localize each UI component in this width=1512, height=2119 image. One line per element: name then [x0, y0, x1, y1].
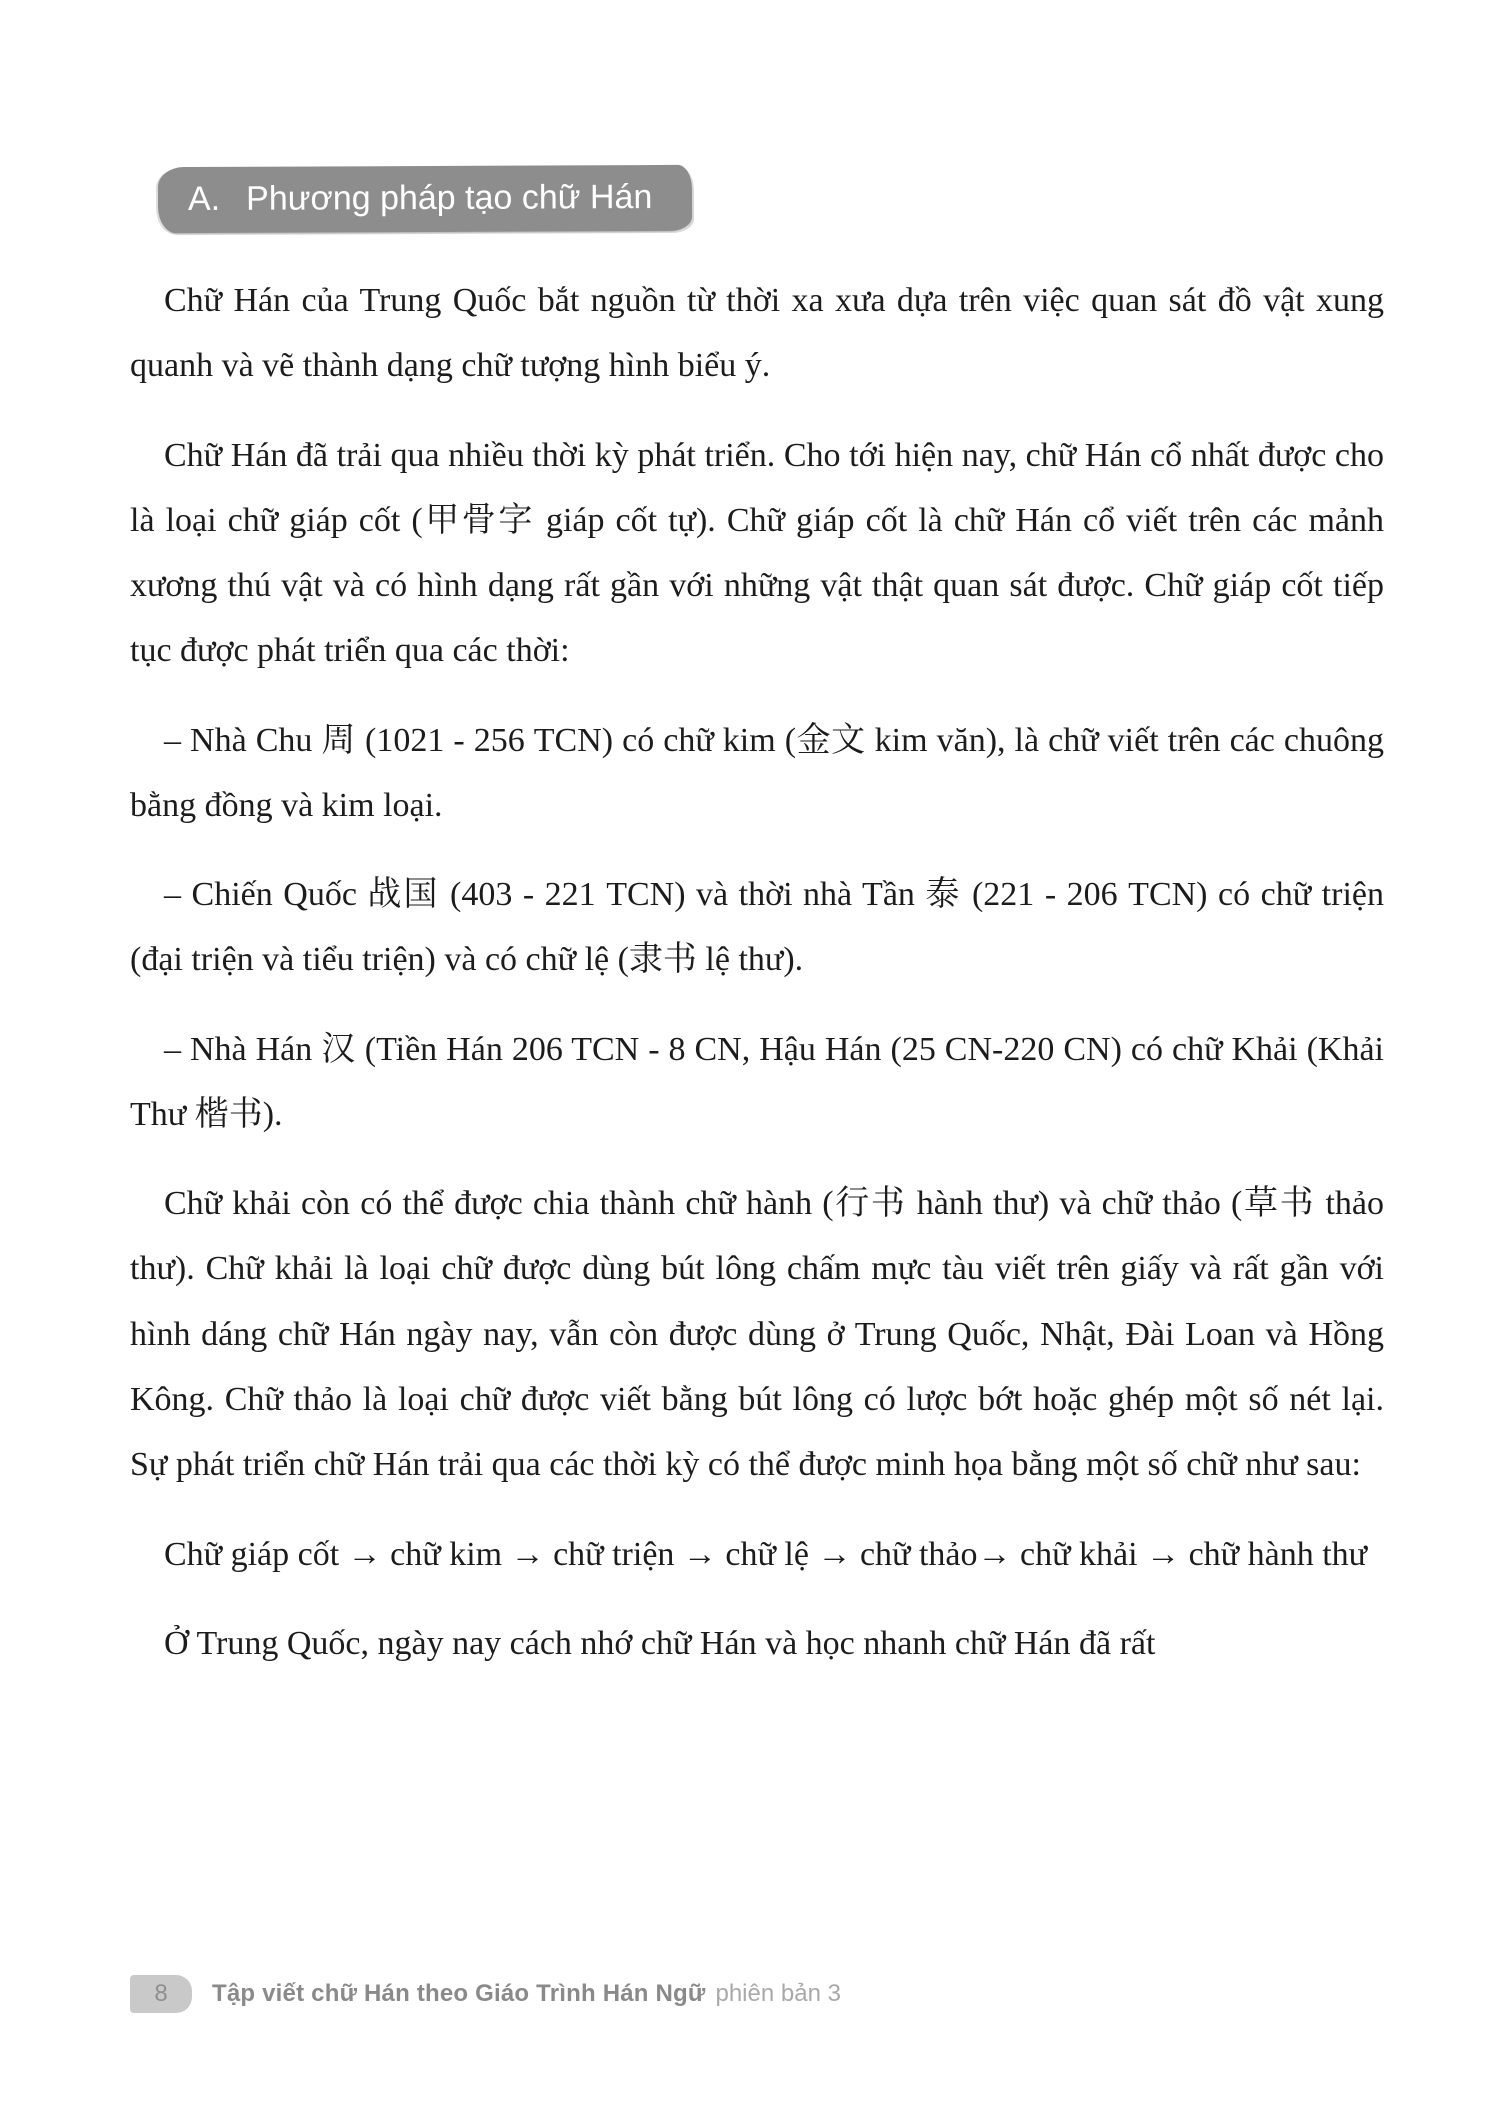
paragraph-evolution-chain: Chữ giáp cốt → chữ kim → chữ triện → chữ lệ → chữ thảo→ chữ khải → chữ hành thư — [164, 1535, 1368, 1573]
paragraph-closing: Ở Trung Quốc, ngày nay cách nhớ chữ Hán và học nhanh chữ Hán đã rất — [164, 1624, 1156, 1662]
footer-edition: phiên bản 3 — [715, 1980, 841, 2007]
page-number: 8 — [154, 1980, 168, 2007]
paragraph-history: Chữ Hán đã trải qua nhiều thời kỳ phát triển. Cho tới hiện nay, chữ Hán cổ nhất được cho là loại chữ giáp cốt (甲骨字 giáp cốt tự). Chữ giáp cốt là chữ Hán cổ viết trên các mảnh xương thú vật và có hình dạng rất gần với những vật thật quan sát được. Chữ giáp cốt tiếp tục được phát triển qua các thời: — [130, 436, 1384, 670]
page-number-badge — [130, 1975, 192, 2013]
paragraph-intro: Chữ Hán của Trung Quốc bắt nguồn từ thời xa xưa dựa trên việc quan sát đồ vật xung quanh và vẽ thành dạng chữ tượng hình biểu ý. — [130, 282, 1384, 385]
paragraph-chien-quoc: – Chiến Quốc 战国 (403 - 221 TCN) và thời nhà Tần 泰 (221 - 206 TCN) có chữ triện (đại triện và tiểu triện) và có chữ lệ (隶书 lệ thư). — [130, 876, 1384, 979]
section-title: Phương pháp tạo chữ Hán — [246, 178, 653, 218]
section-badge — [158, 165, 693, 233]
paragraph-nha-han: – Nhà Hán 汉 (Tiền Hán 206 TCN - 8 CN, Hậu Hán (25 CN-220 CN) có chữ Khải (Khải Thư 楷书). — [130, 1030, 1384, 1133]
paragraph-nha-chu: – Nhà Chu 周 (1021 - 256 TCN) có chữ kim (金文 kim văn), là chữ viết trên các chuông bằng đồng và kim loại. — [130, 721, 1384, 824]
body-text — [130, 268, 1384, 1676]
section-letter: A. — [187, 179, 221, 219]
paragraph-chu-khai: Chữ khải còn có thể được chia thành chữ hành (行书 hành thư) và chữ thảo (草书 thảo thư). Chữ khải là loại chữ được dùng bút lông chấm mực tàu viết trên giấy và rất gần với hình dáng chữ Hán ngày nay, vẫn còn được dùng ở Trung Quốc, Nhật, Đài Loan và Hồng Kông. Chữ thảo là loại chữ được viết bằng bút lông có lược bớt hoặc ghép một số nét lại. Sự phát triển chữ Hán trải qua các thời kỳ có thể được minh họa bằng một số chữ như sau: — [130, 1185, 1384, 1484]
page-footer — [130, 1975, 1382, 2013]
footer-book-title: Tập viết chữ Hán theo Giáo Trình Hán Ngữ — [212, 1980, 706, 2007]
